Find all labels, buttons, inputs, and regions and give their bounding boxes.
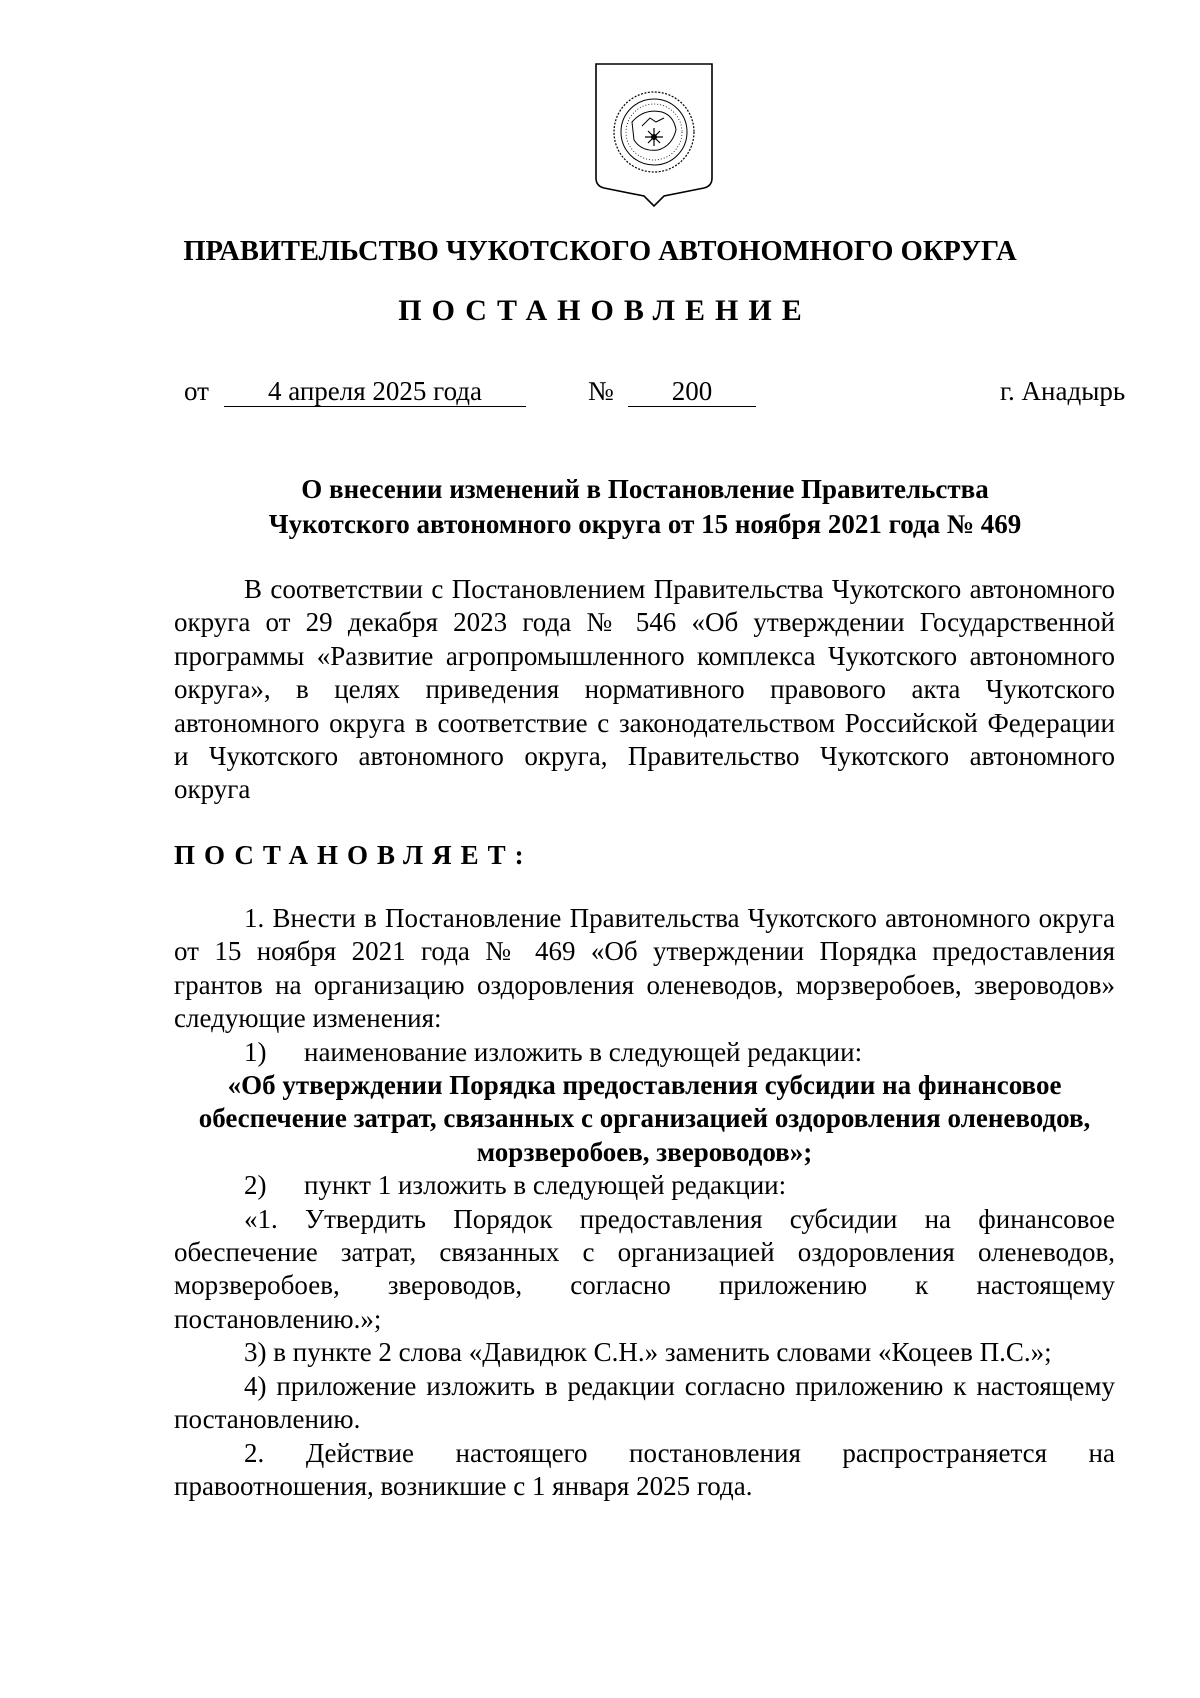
city: г. Анадырь — [1000, 376, 1126, 406]
subitem-3: 3) в пункте 2 слова «Давидюк С.Н.» заменить словами «Коцеев П.С.»; — [244, 1337, 1052, 1368]
chukotka-coat-of-arms-icon — [592, 60, 716, 210]
subitem-1-number: 1) — [244, 1036, 267, 1067]
resolution-body — [174, 902, 1115, 1503]
subject-line-2: Чукотского автономного округа от 15 ноября 2021 года № 469 — [268, 509, 1022, 539]
document-type: ПОСТАНОВЛЕНИЕ — [398, 294, 812, 327]
date-prefix: от — [184, 376, 209, 406]
subitem-2-number: 2) — [244, 1170, 267, 1201]
document-number: 200 — [628, 376, 756, 407]
new-title: «Об утверждении Порядка предоставления субсидии на финансовое обеспечение затрат, связанных с организацией оздоровления оленеводов, морзверобоев, звероводов»; — [198, 1070, 1091, 1167]
number-prefix: № — [588, 376, 614, 406]
subitem-2 — [174, 1169, 1115, 1202]
document-subject — [0, 472, 1200, 542]
subitem-1-text: наименование изложить в следующей редакции: — [304, 1036, 863, 1067]
subitem-4: 4) приложение изложить в редакции согласно приложению к настоящему постановлению. — [174, 1370, 1115, 1435]
item-2: 2. Действие настоящего постановления распространяется на правоотношения, возникшие с 1 января 2025 года. — [174, 1437, 1115, 1501]
government-name: ПРАВИТЕЛЬСТВО ЧУКОТСКОГО АВТОНОМНОГО ОКРУГА — [183, 236, 1017, 267]
resolves-heading: ПОСТАНОВЛЯЕТ: — [174, 840, 533, 870]
preamble: В соответствии с Постановлением Правительства Чукотского автономного округа от 29 декабря 2023 года № 546 «Об утверждении Государственной программы «Развитие агропромышленного комплекса Чукотского автономного округа», в целях приведения нормативного правового акта Чукотского автономного округа в соответствие с законодательством Российской Федерации и Чукотского автономного округа, Правительство Чукотского автономного округа — [174, 574, 1115, 805]
item-1: 1. Внести в Постановление Правительства Чукотского автономного округа от 15 ноября 2021 года № 469 «Об утверждении Порядка предоставления грантов на организацию оздоровления оленеводов, морзверобоев, звероводов» следующие изменения: — [174, 903, 1115, 1034]
subject-line-1: О внесении изменений в Постановление Правительства — [301, 474, 989, 504]
subitem-2-text: пункт 1 изложить в следующей редакции: — [304, 1170, 787, 1201]
subitem-2-quote: «1. Утвердить Порядок предоставления субсидии на финансовое обеспечение затрат, связанных с организацией оздоровления оленеводов, морзверобоев, звероводов, согласно приложению к настоящему постановлению.»; — [174, 1203, 1115, 1334]
document-date: 4 апреля 2025 года — [224, 376, 526, 407]
subitem-1 — [174, 1036, 1115, 1069]
